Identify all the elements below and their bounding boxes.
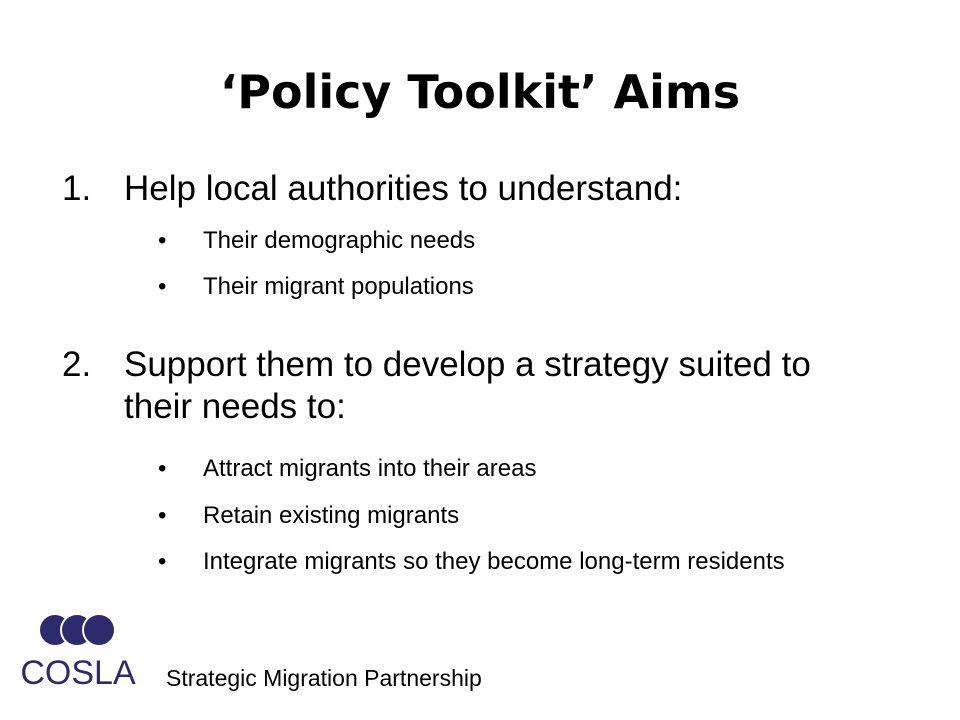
item-heading: Support them to develop a strategy suited to their needs to:: [124, 345, 811, 426]
bullet-icon: •: [158, 273, 167, 300]
bullet-icon: •: [158, 502, 167, 529]
bullet-icon: •: [158, 227, 167, 254]
item-heading: Help local authorities to understand:: [124, 169, 683, 208]
cosla-logo: [18, 608, 138, 688]
bullet-icon: •: [158, 455, 167, 482]
item-number: 1.: [62, 169, 92, 208]
item-number: 2.: [62, 345, 92, 384]
bullet-text: Retain existing migrants: [203, 502, 460, 529]
bullet-text: Their migrant populations: [203, 273, 474, 300]
bullet-icon: •: [158, 548, 167, 575]
bullet-text: Attract migrants into their areas: [203, 455, 537, 482]
footer-text: Strategic Migration Partnership: [166, 665, 482, 691]
slide-title: ‘Policy Toolkit’ Aims: [219, 65, 741, 119]
bullet-text: Their demographic needs: [203, 227, 476, 254]
bullet-text: Integrate migrants so they become long-term residents: [203, 548, 785, 575]
logo-circles-icon: [39, 614, 115, 646]
logo-wordmark: COSLA: [20, 654, 136, 688]
